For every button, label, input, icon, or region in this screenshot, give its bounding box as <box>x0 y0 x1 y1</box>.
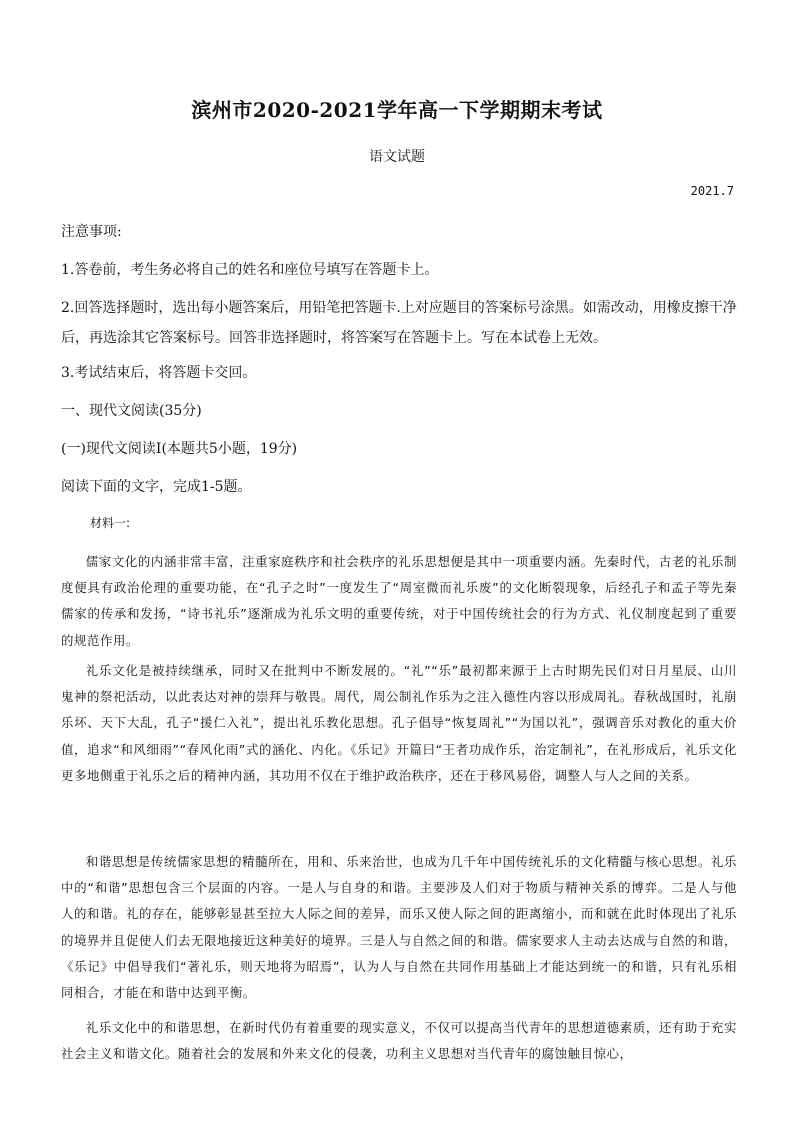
material-label: 材料一: <box>90 516 131 530</box>
section-heading: 一、现代文阅读(35分) <box>61 403 202 419</box>
paragraph-3: 和谐思想是传统儒家思想的精髓所在，用和、乐来治世，也成为几千年中国传统礼乐的文化精髓与核心思想。礼乐中的“和谐”思想包含三个层面的内容。一是人与自身的和谐。主要涉及人们对于物质与精神关系的博弈。二是人与他人的和谐。礼的存在，能够彰显甚至拉大人际之间的差异，而乐又使人际之间的距离缩小，而和就在此时体现出了礼乐的境界并且促使人们去无限地接近这种美好的境界。三是人与自然之间的和谐。儒家要求人主动去达成与自然的和谐，《乐记》中倡导我们“著礼乐，则天地将为昭焉”，认为人与自然在共同作用基础上才能达到统一的和谐，只有礼乐相同相合，才能在和谐中达到平衡。 <box>61 854 737 1001</box>
page-title: 滨州市2020-2021学年高一下学期期末考试 <box>191 98 603 122</box>
exam-date: 2021.7 <box>690 184 734 198</box>
notice-item-3: 3.考试结束后，将答题卡交回。 <box>61 365 257 381</box>
section-subheading: (一)现代文阅读Ⅰ(本题共5小题，19分) <box>61 441 298 457</box>
paragraph-4: 礼乐文化中的和谐思想，在新时代仍有着重要的现实意义，不仅可以提高当代青年的思想道德素质，还有助于充实社会主义和谐文化。随着社会的发展和外来文化的侵袭，功利主义思想对当代青年的腐蚀触目惊心， <box>61 1020 737 1062</box>
notice-item-1: 1.答卷前，考生务必将自己的姓名和座位号填写在答题卡上。 <box>61 262 439 278</box>
paragraph-1: 儒家文化的内涵非常丰富，注重家庭秩序和社会秩序的礼乐思想便是其中一项重要内涵。先秦时代，古老的礼乐制度便具有政治伦理的重要功能，在“孔子之时”一度发生了“周室微而礼乐废”的文化断裂现象，后经孔子和孟子等先秦儒家的传承和发扬，“诗书礼乐”逐渐成为礼乐文明的重要传统，对于中国传统社会的行为方式、礼仪制度起到了重要的规范作用。 <box>61 554 737 648</box>
paragraph-2: 礼乐文化是被持续继承，同时又在批判中不断发展的。“礼”“乐”最初都来源于上古时期先民们对日月星辰、山川鬼神的祭祀活动，以此表达对神的崇拜与敬畏。周代，周公制礼作乐为之注入德性内容以形成周礼。春秋战国时，礼崩乐坏、天下大乱，孔子“援仁入礼”，提出礼乐教化思想。孔子倡导“恢复周礼”“为国以礼”，强调音乐对教化的重大价值，追求“和风细雨”“春风化雨”式的涵化、内化。《乐记》开篇曰“王者功成作乐，治定制礼”，在礼形成后，礼乐文化更多地侧重于礼乐之后的精神内涵，其功用不仅在于维护政治秩序，还在于移风易俗，调整人与人之间的关系。 <box>61 663 737 783</box>
notice-item-2: 2.回答选择题时，选出每小题答案后，用铅笔把答题卡.上对应题目的答案标号涂黑。如需改动，用橡皮擦干净后，再选涂其它答案标号。回答非选择题时，将答案写在答题卡上。写在本试卷上无效。 <box>61 300 737 346</box>
notice-heading: 注意事项: <box>61 224 122 240</box>
page-subtitle: 语文试题 <box>369 149 425 165</box>
section-instruction: 阅读下面的文字，完成1-5题。 <box>61 479 252 495</box>
